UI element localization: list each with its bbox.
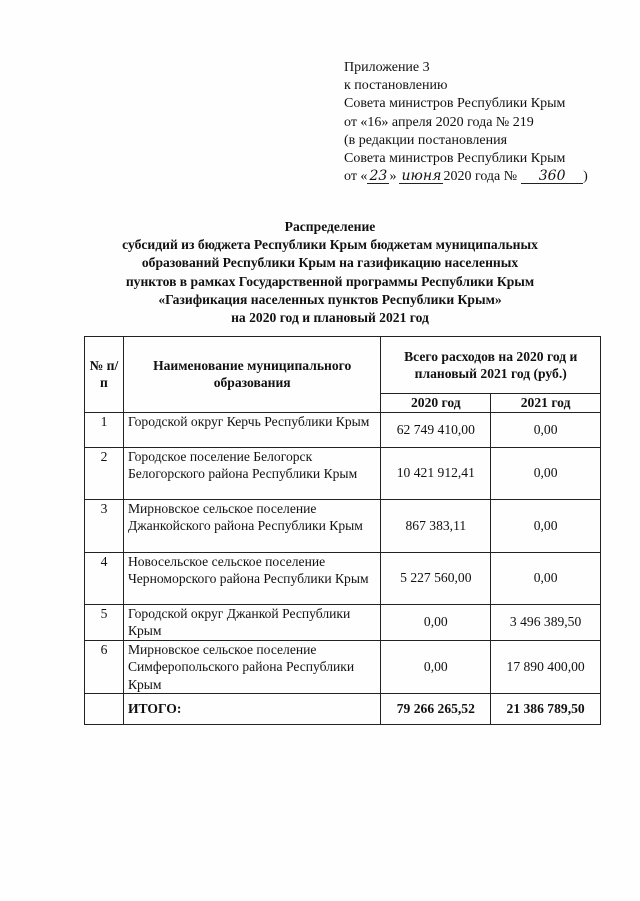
row-name: Городской округ Керчь Республики Крым — [123, 412, 381, 447]
header-num: № п/п — [85, 337, 124, 413]
appendix-line: (в редакции постановления — [344, 132, 508, 148]
row-name: Мирновское сельское поселение Симферопольского района Республики Крым — [123, 640, 381, 694]
table-row — [85, 604, 601, 640]
row-2020: 0,00 — [381, 640, 491, 694]
table-row — [85, 640, 601, 694]
row-name: Новосельское сельское поселение Черноморского района Республики Крым — [123, 552, 381, 604]
date-quote: » — [389, 169, 397, 185]
row-num: 6 — [85, 640, 124, 694]
handwritten-number: 360 — [521, 169, 583, 184]
handwritten-month: июня — [399, 169, 443, 184]
title-line: на 2020 год и плановый 2021 год — [231, 310, 429, 326]
appendix-line: к постановлению — [344, 78, 448, 94]
close-paren: ) — [583, 169, 588, 185]
appendix-line: Совета министров Республики Крым — [344, 96, 566, 112]
row-num: 3 — [85, 499, 124, 552]
row-2020: 867 383,11 — [381, 499, 491, 552]
row-2020: 5 227 560,00 — [381, 552, 491, 604]
header-2021: 2021 год — [491, 394, 601, 413]
subsidy-table — [84, 336, 601, 725]
appendix-block — [344, 59, 634, 186]
total-2020: 79 266 265,52 — [381, 694, 491, 725]
title-line: пунктов в рамках Государственной программы Республики Крым — [125, 273, 535, 289]
total-empty — [85, 694, 124, 725]
row-2021: 0,00 — [491, 552, 601, 604]
header-2020: 2020 год — [381, 394, 491, 413]
appendix-line: Совета министров Республики Крым — [344, 151, 566, 167]
row-2020: 0,00 — [381, 604, 491, 640]
row-num: 5 — [85, 604, 124, 640]
appendix-line: от «16» апреля 2020 года № 219 — [344, 114, 534, 130]
title-line: «Газификация населенных пунктов Республики Крым» — [158, 291, 502, 307]
row-2021: 17 890 400,00 — [491, 640, 601, 694]
title-line: Распределение — [284, 219, 376, 234]
date-prefix: от « — [344, 169, 368, 185]
row-num: 4 — [85, 552, 124, 604]
table-row — [85, 412, 601, 447]
total-2021: 21 386 789,50 — [491, 694, 601, 725]
total-label: ИТОГО: — [123, 694, 381, 725]
row-num: 2 — [85, 447, 124, 499]
row-num: 1 — [85, 412, 124, 447]
row-2020: 10 421 912,41 — [381, 447, 491, 499]
title-line: образований Республики Крым на газификацию населенных — [141, 255, 519, 271]
row-name: Городское поселение Белогорск Белогорского района Республики Крым — [123, 447, 381, 499]
appendix-amendment-date — [344, 168, 634, 186]
header-total: Всего расходов на 2020 год и плановый 2021 год (руб.) — [381, 337, 601, 394]
header-name: Наименование муниципального образования — [123, 337, 381, 413]
table-row — [85, 499, 601, 552]
table-row — [85, 552, 601, 604]
title-line: субсидий из бюджета Республики Крым бюджетам муниципальных — [122, 237, 538, 253]
handwritten-day: 23 — [367, 169, 389, 184]
row-2021: 0,00 — [491, 447, 601, 499]
year-text: 2020 года № — [443, 169, 518, 185]
row-name: Мирновское сельское поселение Джанкойского района Республики Крым — [123, 499, 381, 552]
total-row — [85, 694, 601, 725]
document-title — [60, 218, 600, 327]
row-2021: 0,00 — [491, 412, 601, 447]
row-2021: 0,00 — [491, 499, 601, 552]
row-name: Городской округ Джанкой Республики Крым — [123, 604, 381, 640]
row-2020: 62 749 410,00 — [381, 412, 491, 447]
table-row — [85, 447, 601, 499]
appendix-line: Приложение 3 — [344, 60, 430, 75]
row-2021: 3 496 389,50 — [491, 604, 601, 640]
